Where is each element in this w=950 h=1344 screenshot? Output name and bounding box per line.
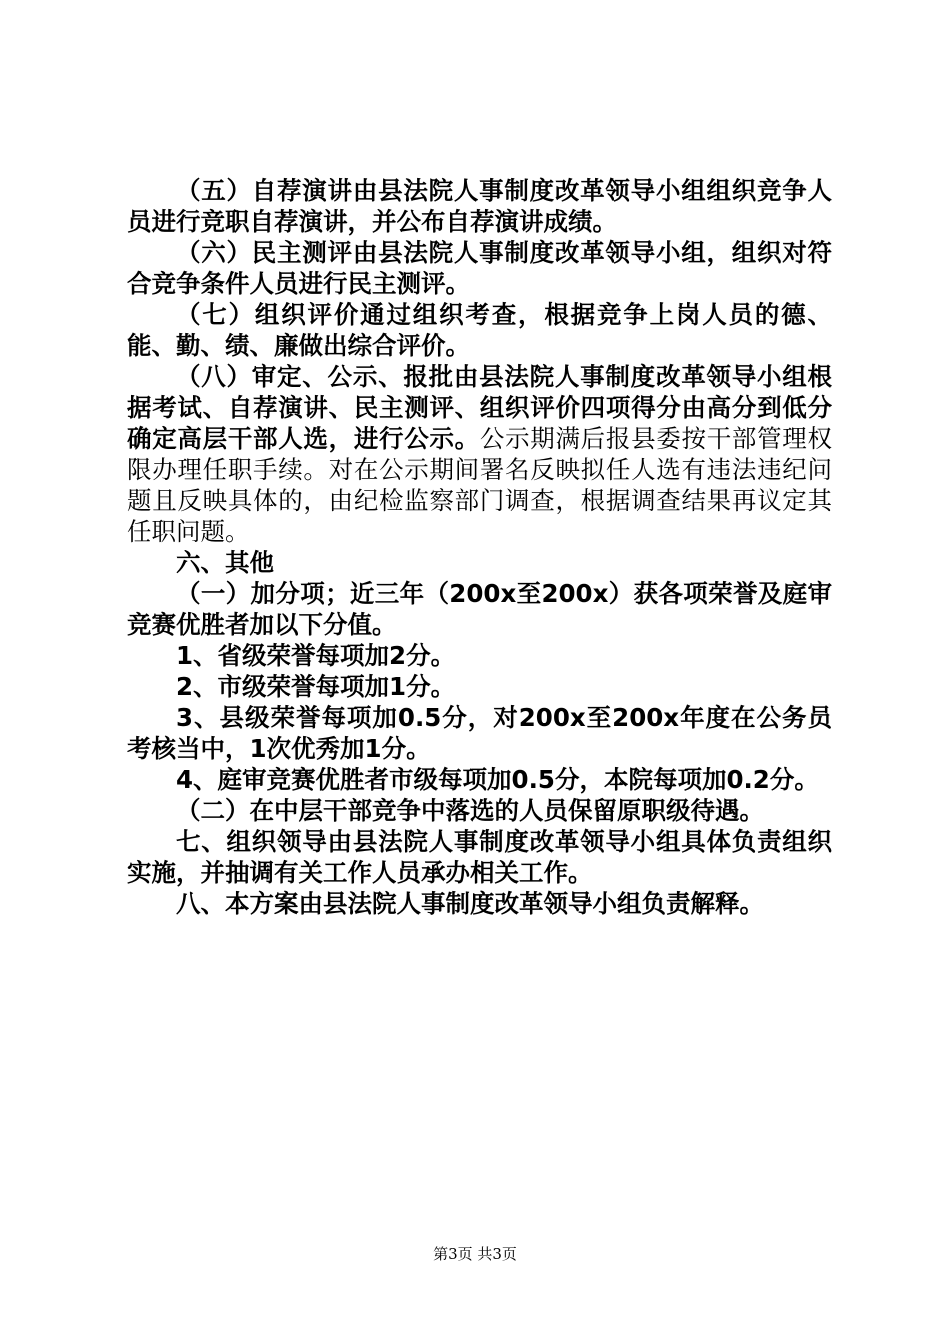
- list-item-trial-competition: 4、庭审竞赛优胜者市级每项加0.5分，本院每项加0.2分。: [176, 765, 819, 794]
- document-body: [127, 175, 832, 919]
- paragraph-item-6-evaluation: （六）民主测评由县法院人事制度改革领导小组，组织对符合竞争条件人员进行民主测评。: [127, 238, 832, 298]
- section-interpretation: 八、本方案由县法院人事制度改革领导小组负责解释。: [176, 889, 764, 918]
- section-heading-other: 六、其他: [176, 548, 274, 577]
- list-item-county-honor: 3、县级荣誉每项加0.5分，对200x至200x年度在公务员考核当中，1次优秀加1分。: [127, 703, 832, 763]
- list-item-city-honor: 2、市级荣誉每项加1分。: [176, 672, 456, 701]
- paragraph-item-8-approval: [127, 361, 832, 547]
- paragraph-item-8-tail: 公示期满后报县委按干部管理权限办理任职手续。对在公示期间署名反映拟任人选有违法违纪问题且反映具体的，由纪检监察部门调查，根据调查结果再议定其任职问题。: [127, 424, 833, 546]
- paragraph-unsuccessful-candidates: （二）在中层干部竞争中落选的人员保留原职级待遇。: [176, 796, 764, 825]
- page-number-footer: 第3页 共3页: [433, 1245, 517, 1263]
- paragraph-item-5-speech: （五）自荐演讲由县法院人事制度改革领导小组组织竞争人员进行竞职自荐演讲，并公布自荐演讲成绩。: [127, 176, 832, 236]
- paragraph-bonus-points: （一）加分项；近三年（200x至200x）获各项荣誉及庭审竞赛优胜者加以下分值。: [127, 579, 832, 639]
- section-organization-leadership: 七、组织领导由县法院人事制度改革领导小组具体负责组织实施，并抽调有关工作人员承办相关工作。: [127, 827, 832, 887]
- paragraph-item-7-assessment: （七）组织评价通过组织考查，根据竞争上岗人员的德、能、勤、绩、廉做出综合评价。: [127, 300, 832, 360]
- paragraph-item-8-main: （八）审定、公示、报批由县法院人事制度改革领导小组根据考试、自荐演讲、民主测评、组织评价四项得分由高分到低分确定高层干部人选，进行公示。: [127, 362, 832, 453]
- list-item-provincial-honor: 1、省级荣誉每项加2分。: [176, 641, 456, 670]
